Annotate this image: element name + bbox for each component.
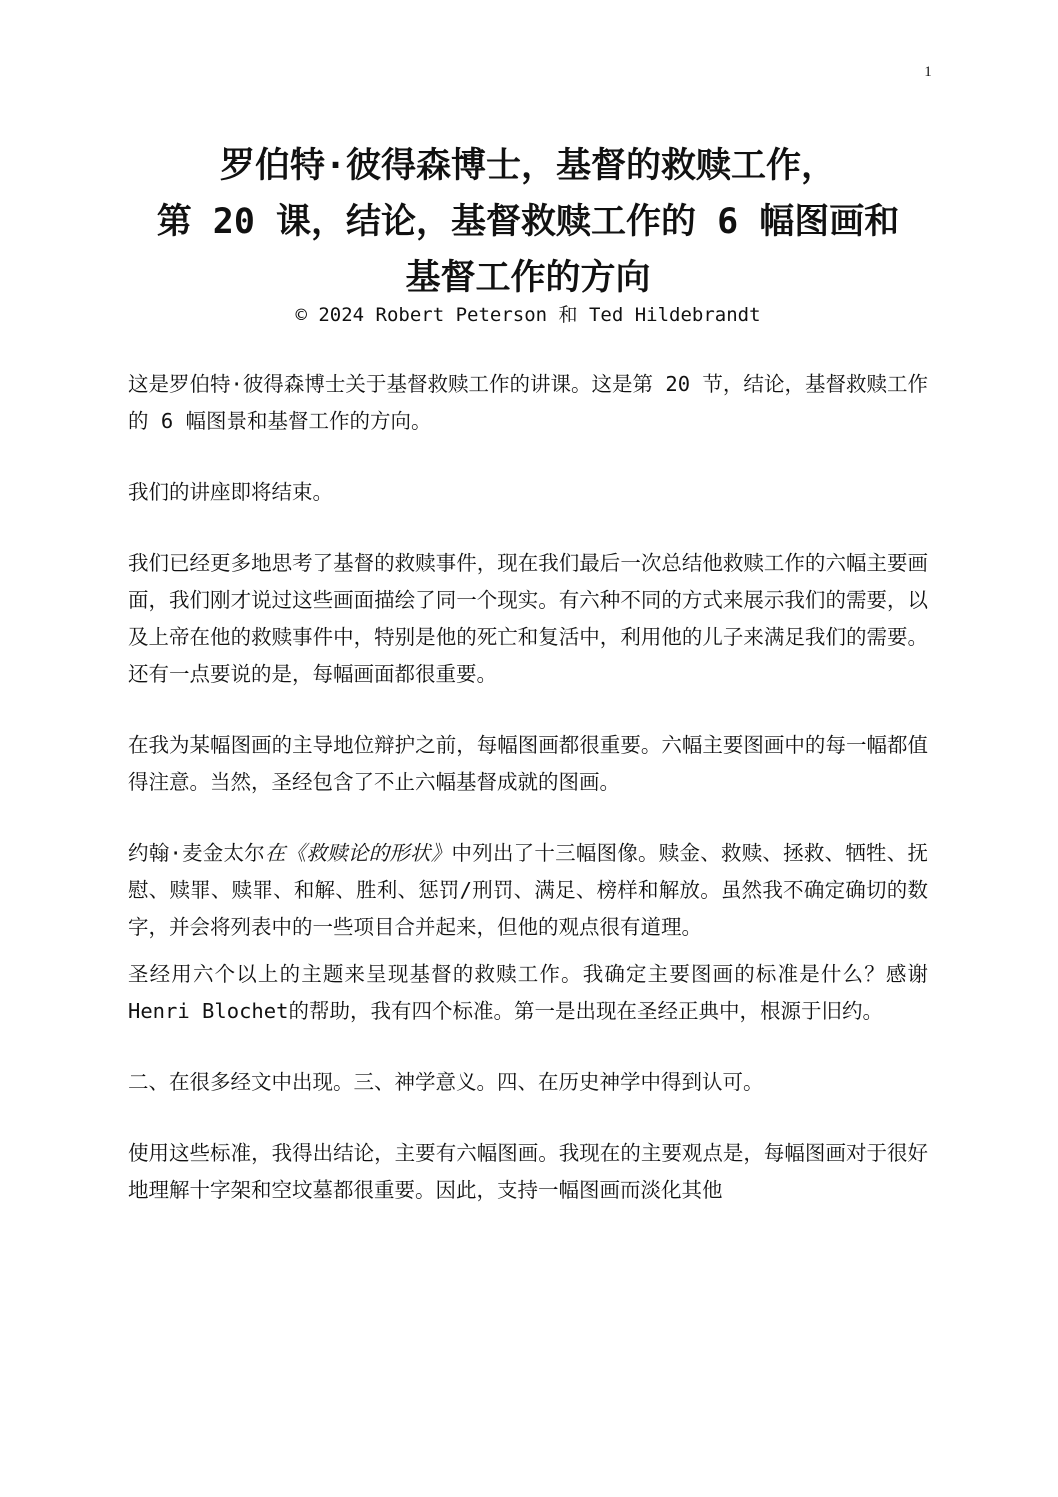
copyright-line: © 2024 Robert Peterson 和 Ted Hildebrandt xyxy=(295,304,761,326)
book-title-italic: 在《救赎论的形状》 xyxy=(264,841,452,865)
paragraph-intro: 这是罗伯特·彼得森博士关于基督救赎工作的讲课。这是第 20 节，结论，基督救赎工作的 6 幅图景和基督工作的方向。 xyxy=(128,372,928,433)
title-line-1: 罗伯特·彼得森博士，基督的救赎工作， xyxy=(219,146,837,186)
document-header xyxy=(128,138,928,328)
title-line-3: 基督工作的方向 xyxy=(405,258,651,298)
paragraph-mcintyre-rest: 中列出了十三幅图像。赎金、救赎、拯救、牺牲、抚慰、赎罪、赎罪、和解、胜利、惩罚/刑罚、满足、榜样和解放。虽然我不确定确切的数字，并会将列表中的一些项目合并起来，但他的观点很有道理。 xyxy=(128,841,929,939)
paragraph-mcintyre xyxy=(128,835,928,946)
paragraph-criteria: 圣经用六个以上的主题来呈现基督的救赎工作。我确定主要图画的标准是什么？感谢 Henri Blochet的帮助，我有四个标准。第一是出现在圣经正典中，根源于旧约。 xyxy=(128,962,928,1023)
author-name: 约翰·麦金太尔 xyxy=(128,841,265,865)
paragraph-each-picture-important: 在我为某幅图画的主导地位辩护之前，每幅图画都很重要。六幅主要图画中的每一幅都值得注意。当然，圣经包含了不止六幅基督成就的图画。 xyxy=(128,733,928,794)
page-number: 1 xyxy=(924,64,932,80)
title-line-2: 第 20 课，结论，基督救赎工作的 6 幅图画和 xyxy=(156,202,900,242)
document-body xyxy=(128,366,928,1243)
paragraph-six-pictures: 我们已经更多地思考了基督的救赎事件，现在我们最后一次总结他救赎工作的六幅主要画面，我们刚才说过这些画面描绘了同一个现实。有六种不同的方式来展示我们的需要，以及上帝在他的救赎事件中，特别是他的死亡和复活中，利用他的儿子来满足我们的需要。还有一点要说的是，每幅画面都很重要。 xyxy=(128,551,928,686)
paragraph-lecture-ending: 我们的讲座即将结束。 xyxy=(128,480,333,504)
paragraph-criteria-continued: 二、在很多经文中出现。三、神学意义。四、在历史神学中得到认可。 xyxy=(128,1070,764,1094)
paragraph-conclusion: 使用这些标准，我得出结论，主要有六幅图画。我现在的主要观点是，每幅图画对于很好地理解十字架和空坟墓都很重要。因此，支持一幅图画而淡化其他 xyxy=(128,1141,928,1202)
